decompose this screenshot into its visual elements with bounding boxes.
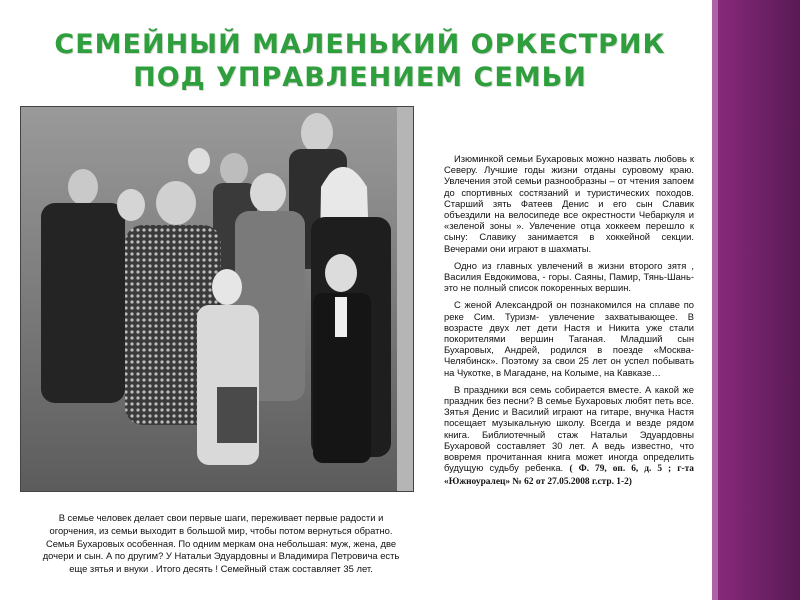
article-paragraph-text: В праздники вся семь собирается вместе. А какой же праздник без песни? В семье Бухаровых любят петь все. Зятья Денис и Василий играют на гитаре, внучка Настя посещает музыкальную школу. Всегда и везде рядом книга. Библиотечный стаж Натальи Эдуардовны Бухаровой составляет 30 лет. А ведь известно, что вовремя прочитанная книга может иногда определить будущую судьбу ребенка. bbox=[444, 383, 694, 474]
decorative-side-band bbox=[712, 0, 800, 600]
slide-title: СЕМЕЙНЫЙ МАЛЕНЬКИЙ ОРКЕСТРИК ПОД УПРАВЛЕНИЕМ СЕМЬИ bbox=[54, 29, 666, 93]
article-text-column bbox=[444, 153, 694, 495]
article-paragraph: Изюминкой семьи Бухаровых можно назвать любовь к Северу. Лучшие годы жизни отданы суровому краю. Увлечения этой семьи разнообразны – от чтения запоем до спортивных состязаний и туристических походов. Старший зять Фатеев Денис и его сын Славик объездили на велосипеде все окрестности Чебаркуля и «зеленой зоны ». Увлечение отца хоккеем перешло к сыну: Славику занимается в хоккейной секции. Вечерами они играют в шахматы. bbox=[444, 153, 694, 254]
photo-caption: В семье человек делает свои первые шаги, переживает первые радости и огорчения, из семьи выходит в большой мир, чтобы потом вернуться обратно. Семья Бухаровых особенная. По одним меркам она небольшая: муж, жена, две дочери и сын. А по другим? У Натальи Эдуардовны и Владимира Петровича есть еще зятья и внуки . Итого десять ! Семейный стаж составляет 35 лет. bbox=[42, 512, 400, 575]
article-paragraph bbox=[444, 384, 694, 489]
source-reference: ( Ф. 79, оп. 6, д. 5 ; г-та «Южноуралец» № 62 от 27.05.2008 г.стр. 1-2) bbox=[444, 464, 694, 488]
family-photo bbox=[20, 106, 414, 492]
article-paragraph: С женой Александрой он познакомился на сплаве по реке Сим. Туризм- увлечение захватывающее. В возрасте двух лет дети Настя и Никита уже стали покорителями вершин Таганая. Младший сын Бухаровых, Андрей, родился в поезде «Москва- Челябинск». Поэтому за свои 25 лет он успел побывать на Чукотке, в Магадане, на Колыме, на Кавказе… bbox=[444, 299, 694, 378]
article-paragraph: Одно из главных увлечений в жизни второго зятя , Василия Евдокимова, - горы. Саяны, Памир, Тянь-Шань- это не полный список покоренных вершин. bbox=[444, 259, 694, 294]
